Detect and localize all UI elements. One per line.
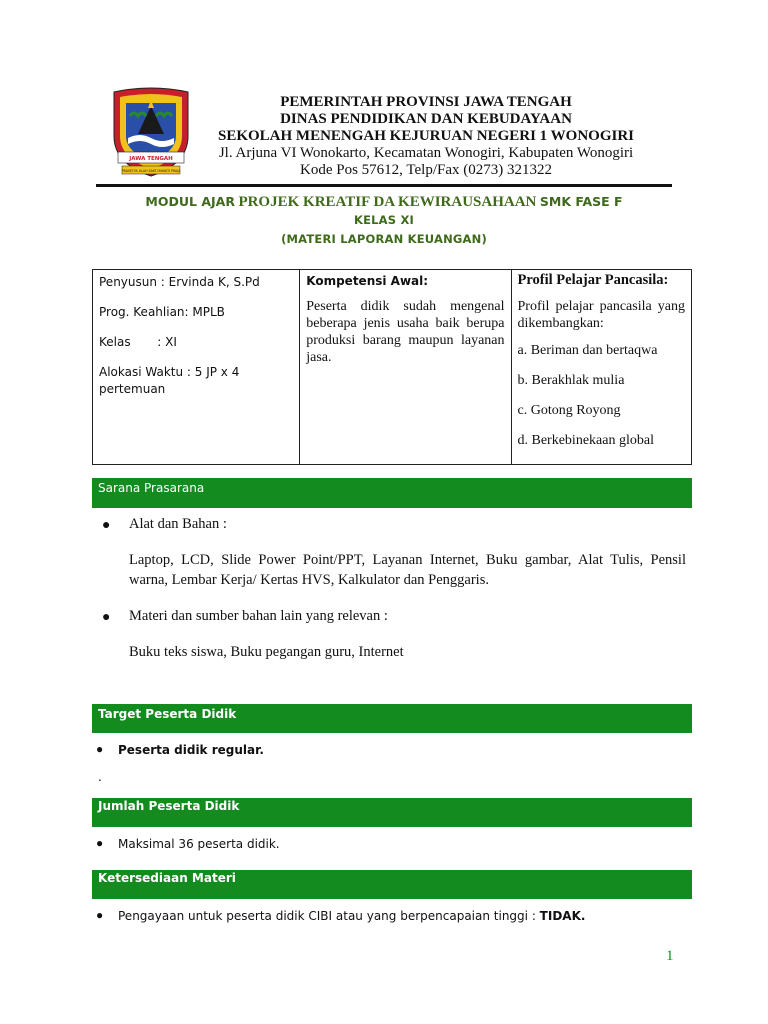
bullet-icon: ● — [96, 742, 104, 756]
page-number: 1 — [666, 948, 674, 964]
letterhead-contact: Kode Pos 57612, Telp/Fax (0273) 321322 — [300, 162, 552, 178]
bullet-icon: ● — [102, 608, 111, 624]
section-heading-ketersediaan: Ketersediaan Materi — [92, 870, 692, 899]
module-info-table — [92, 269, 692, 465]
list-item: a. Beriman dan bertaqwa — [517, 343, 658, 358]
module-title-line1 — [96, 193, 672, 211]
letterhead-school: SEKOLAH MENENGAH KEJURUAN NEGERI 1 WONOGIRI — [217, 128, 635, 144]
stray-dot: . — [98, 770, 102, 784]
jawa-tengah-crest-icon — [108, 86, 194, 178]
letterhead-province: PEMERINTAH PROVINSI JAWA TENGAH — [280, 94, 572, 110]
pancasila-profile-text: Profil pelajar pancasila yang dikembangkan: — [517, 299, 685, 331]
competency-text: Peserta didik sudah mengenal beberapa jenis usaha baik berupa produksi barang maupun layanan jasa. — [306, 299, 505, 365]
section-heading-sarana: Sarana Prasarana — [92, 478, 692, 508]
enrichment-text — [118, 909, 585, 923]
letterhead — [196, 94, 656, 179]
class-text: Kelas : XI — [99, 335, 177, 349]
tools-text: Laptop, LCD, Slide Power Point/PPT, Layanan Internet, Buku gambar, Alat Tulis, Pensil warna, Lembar Kerja/ Kertas HVS, Kalkulator dan Penggaris. — [129, 552, 686, 588]
tools-label: Alat dan Bahan : — [129, 516, 227, 532]
bullet-icon: ● — [102, 516, 111, 532]
program-text: Prog. Keahlian: MPLB — [99, 305, 225, 319]
section-heading-jumlah: Jumlah Peserta Didik — [92, 798, 692, 827]
pancasila-profile-cell — [511, 270, 692, 465]
title-main: PROJEK KREATIF DA KEWIRAUSAHAAN — [238, 194, 537, 210]
section-heading-target: Target Peserta Didik — [92, 704, 692, 733]
module-title-class: KELAS XI — [353, 213, 415, 227]
participant-count-text: Maksimal 36 peserta didik. — [118, 837, 280, 851]
module-title-material: (MATERI LAPORAN KEUANGAN) — [281, 232, 487, 246]
competency-cell — [300, 270, 511, 465]
list-item: d. Berkebinekaan global — [517, 433, 654, 448]
module-title — [96, 193, 672, 249]
title-suffix: SMK FASE F — [539, 194, 623, 209]
enrichment-label: Pengayaan untuk peserta didik CIBI atau yang berpencapaian tinggi : — [118, 909, 540, 923]
logo-ribbon-text: JAWA TENGAH — [129, 156, 173, 162]
bullet-icon: ● — [96, 908, 104, 922]
title-prefix: MODUL AJAR — [145, 194, 235, 209]
pancasila-profile-heading: Profil Pelajar Pancasila: — [517, 272, 669, 288]
list-item: c. Gotong Royong — [517, 403, 621, 418]
identity-cell — [93, 270, 300, 465]
target-item: Peserta didik regular. — [118, 743, 264, 757]
pancasila-profile-list — [518, 342, 686, 450]
letterhead-department: DINAS PENDIDIKAN DAN KEBUDAYAAN — [280, 111, 572, 127]
time-allocation-text: Alokasi Waktu : 5 JP x 4 pertemuan — [99, 365, 240, 396]
letterhead-address: Jl. Arjuna VI Wonokarto, Kecamatan Wonogiri, Kabupaten Wonogiri — [218, 145, 634, 161]
materials-label: Materi dan sumber bahan lain yang relevan : — [129, 608, 388, 624]
enrichment-answer: TIDAK. — [539, 909, 586, 923]
author-text: Penyusun : Ervinda K, S.Pd — [99, 275, 260, 289]
logo-motto-text: PRASETYA ULAH SAKTI BHAKTI PRAJA — [121, 169, 181, 173]
letterhead-divider — [96, 184, 672, 187]
materials-text: Buku teks siswa, Buku pegangan guru, Internet — [129, 644, 404, 660]
bullet-icon: ● — [96, 836, 104, 850]
competency-heading: Kompetensi Awal: — [306, 274, 429, 288]
list-item: b. Berakhlak mulia — [517, 373, 625, 388]
